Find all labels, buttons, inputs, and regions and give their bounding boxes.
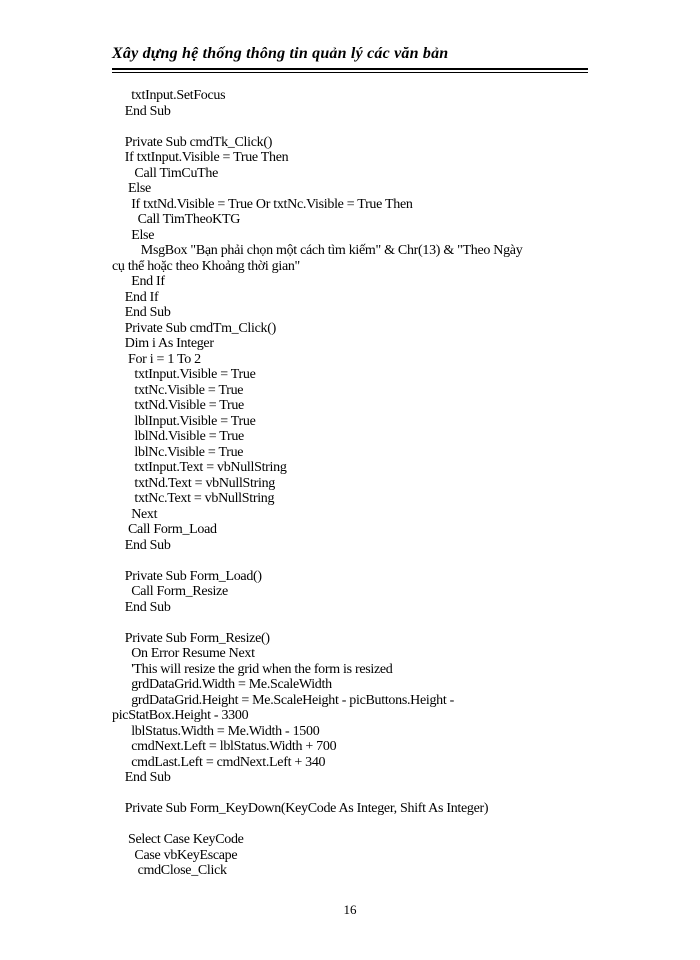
- code-line: Next: [112, 506, 158, 522]
- code-line: [112, 615, 632, 631]
- code-line: cụ thể hoặc theo Khoảng thời gian": [112, 258, 300, 274]
- code-line: Else: [112, 227, 155, 243]
- code-line: lblNc.Visible = True: [112, 444, 244, 460]
- code-line: txtNc.Visible = True: [112, 382, 244, 398]
- code-line: Private Sub cmdTm_Click(): [112, 320, 276, 336]
- code-line: Private Sub Form_Resize(): [112, 630, 270, 646]
- code-line: grdDataGrid.Height = Me.ScaleHeight - picButtons.Height -: [112, 692, 455, 708]
- code-line: If txtNd.Visible = True Or txtNc.Visible = True Then: [112, 196, 413, 212]
- code-line: 'This will resize the grid when the form is resized: [112, 661, 393, 677]
- code-line: Call TimTheoKTG: [112, 212, 241, 227]
- code-line: On Error Resume Next: [112, 646, 255, 661]
- code-line: MsgBox "Bạn phải chọn một cách tìm kiếm" & Chr(13) & "Theo Ngày: [112, 243, 523, 258]
- code-line: For i = 1 To 2: [112, 351, 201, 367]
- code-line: End Sub: [112, 599, 171, 615]
- code-line: txtNd.Text = vbNullString: [112, 475, 275, 491]
- code-line: If txtInput.Visible = True Then: [112, 150, 289, 165]
- code-line: txtInput.SetFocus: [112, 88, 226, 103]
- code-line: End Sub: [112, 103, 171, 119]
- code-line: txtNd.Visible = True: [112, 398, 244, 413]
- code-line: [112, 119, 632, 135]
- code-line: cmdLast.Left = cmdNext.Left + 340: [112, 754, 326, 770]
- code-line: Call Form_Load: [112, 522, 217, 537]
- code-line: Case vbKeyEscape: [112, 847, 238, 863]
- code-line: picStatBox.Height - 3300: [112, 708, 249, 723]
- code-line: Else: [112, 181, 151, 196]
- code-line: Call TimCuThe: [112, 165, 219, 181]
- code-listing: [112, 88, 632, 879]
- code-line: [112, 553, 632, 569]
- code-line: Private Sub Form_Load(): [112, 568, 262, 584]
- code-line: Dim i As Integer: [112, 336, 214, 351]
- code-line: End Sub: [112, 305, 171, 320]
- code-line: End If: [112, 274, 165, 289]
- code-line: Call Form_Resize: [112, 584, 228, 599]
- code-line: Private Sub Form_KeyDown(KeyCode As Integer, Shift As Integer): [112, 801, 489, 816]
- code-line: End Sub: [112, 537, 171, 553]
- code-line: End If: [112, 289, 159, 305]
- code-line: Private Sub cmdTk_Click(): [112, 134, 273, 150]
- header-rule-thick: [112, 68, 588, 70]
- header-rule-thin: [112, 72, 588, 73]
- code-line: cmdNext.Left = lblStatus.Width + 700: [112, 739, 337, 754]
- code-line: lblStatus.Width = Me.Width - 1500: [112, 723, 320, 739]
- code-line: lblInput.Visible = True: [112, 413, 256, 429]
- code-line: txtNc.Text = vbNullString: [112, 491, 275, 506]
- page-number: 16: [343, 902, 357, 917]
- document-title: Xây dựng hệ thống thông tin quản lý các văn bản: [112, 45, 449, 62]
- code-line: txtInput.Text = vbNullString: [112, 460, 287, 475]
- code-line: lblNd.Visible = True: [112, 429, 244, 444]
- page-header: [112, 44, 592, 64]
- code-line: cmdClose_Click: [112, 863, 227, 878]
- code-line: Select Case KeyCode: [112, 832, 244, 847]
- code-line: [112, 817, 632, 833]
- code-line: [112, 786, 632, 802]
- code-line: grdDataGrid.Width = Me.ScaleWidth: [112, 677, 332, 692]
- code-line: End Sub: [112, 770, 171, 785]
- code-line: txtInput.Visible = True: [112, 367, 256, 382]
